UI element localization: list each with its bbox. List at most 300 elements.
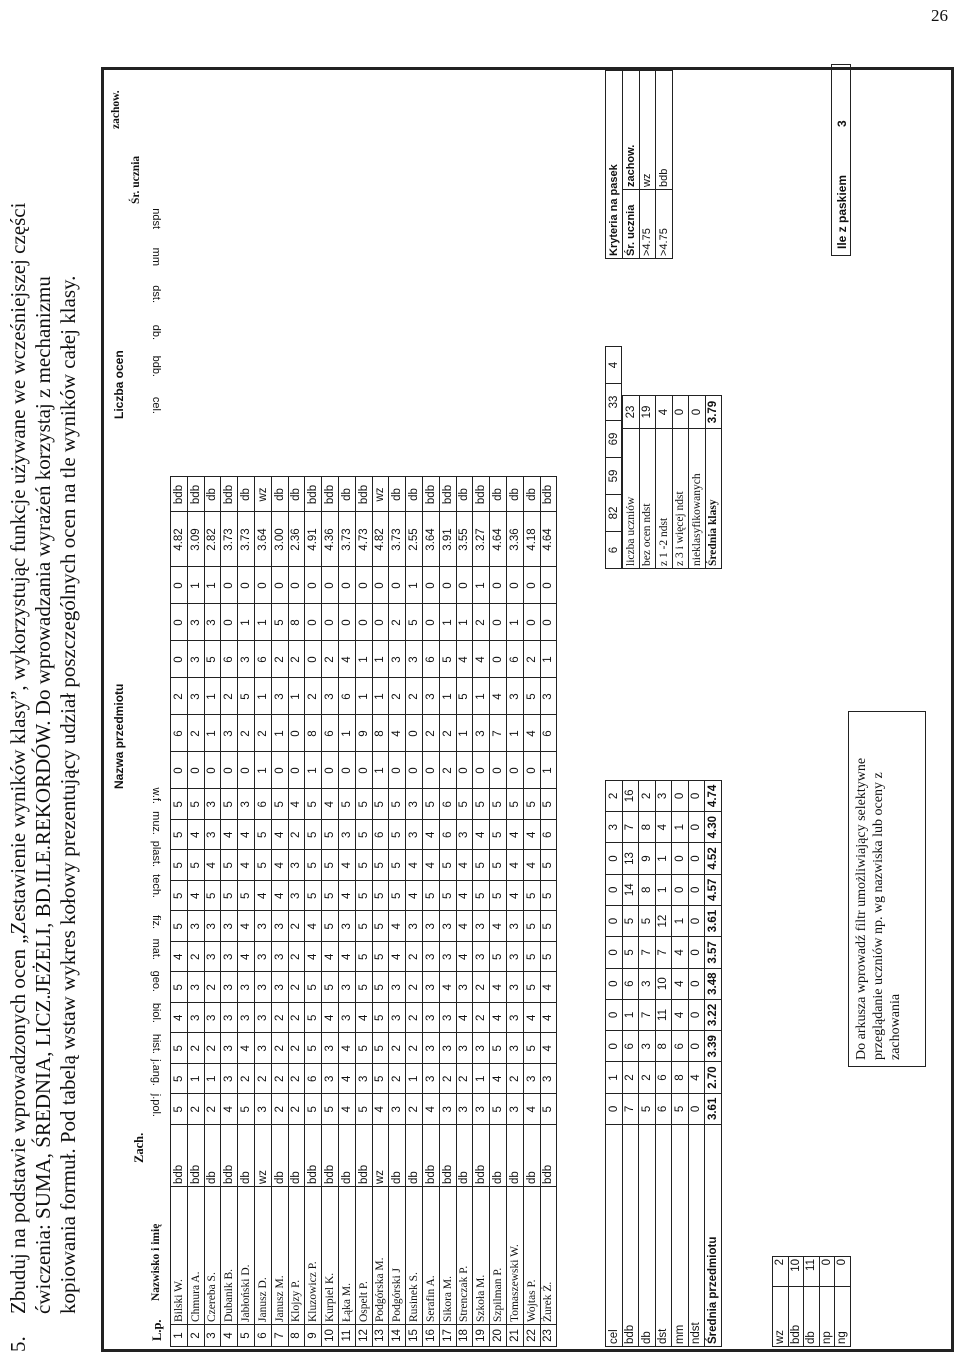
subject-grade: 3 [422,1003,439,1034]
subject-average-row [705,780,722,1346]
subject-grade: 5 [322,820,339,851]
summary-value: 0 [672,843,689,874]
summary-value: 0 [606,905,623,936]
stat-value: 0 [689,396,706,429]
subject-grade: 3 [439,942,456,973]
subject-grade: 2 [288,942,305,973]
summary-value: 8 [639,812,656,843]
subject-grade: 5 [171,1094,188,1125]
student-average: 2.55 [406,512,423,567]
row-number: 20 [490,1325,507,1347]
subject-header: j.ang. [150,1058,162,1086]
table-row [473,477,490,1347]
table-row [187,477,204,1347]
summary-value: 4 [655,812,672,843]
stat-label: z 3 i więcej ndst [672,429,689,569]
summary-row [672,780,689,1346]
subject-grade: 5 [171,820,188,851]
summary-row [639,780,656,1346]
grade-count: 1 [254,678,271,715]
subject-grade: 5 [473,850,490,881]
subject-average-value: 3.39 [705,1031,722,1062]
summary-row [688,780,705,1346]
grade-count: 6 [221,641,238,678]
subject-grade: 5 [305,972,322,1003]
subject-grade: 2 [288,1033,305,1064]
subject-grade: 4 [490,1064,507,1095]
grade-count: 0 [540,567,557,604]
subject-grade: 6 [305,1064,322,1095]
behavior-label: db [804,1287,820,1347]
row-number: 17 [439,1325,456,1347]
student-name: Bilski W. [171,1187,188,1325]
table-row [322,477,339,1347]
behavior-grade: bdb [305,477,322,512]
summary-value: 6 [655,1093,672,1124]
grade-count: 3 [406,641,423,678]
table-row [305,477,322,1347]
subject-grade: 1 [473,1064,490,1095]
subject-grade: 3 [540,1064,557,1095]
conduct-grade: bdb [473,1125,490,1187]
behavior-grade: db [389,477,406,512]
summary-value: 6 [655,1062,672,1093]
subject-grade: 5 [372,789,389,820]
row-number: 14 [389,1325,406,1347]
summary-label: mm [672,1125,689,1347]
subject-grade: 4 [187,820,204,851]
subject-grade: 5 [490,850,507,881]
students-table [170,477,557,1348]
grade-count: 0 [422,752,439,789]
behavior-grade: db [506,477,523,512]
subject-grade: 4 [221,820,238,851]
stat-label: liczba uczniów [623,429,640,569]
summary-value: 0 [606,937,623,968]
grade-count: 4 [338,641,355,678]
grade-count: 2 [288,641,305,678]
subject-grade: 3 [271,911,288,942]
conduct-grade: db [271,1125,288,1187]
subject-grade: 3 [204,942,221,973]
subject-grade: 5 [422,881,439,912]
subject-grade: 5 [506,789,523,820]
summary-value: 0 [606,1031,623,1062]
summary-value: 8 [655,1031,672,1062]
subject-header: plast. [150,840,162,867]
behavior-grade: wz [254,477,271,512]
subject-grade: 5 [540,881,557,912]
summary-value: 0 [688,968,705,999]
grade-count: 1 [540,752,557,789]
summary-value: 1 [622,999,639,1030]
student-average: 4.91 [305,512,322,567]
table-row [372,477,389,1347]
student-name: Czereba S. [204,1187,221,1325]
grade-count: 3 [187,641,204,678]
stat-row [672,396,689,569]
subject-grade: 6 [439,820,456,851]
subject-grade: 3 [238,1003,255,1034]
subject-grade: 4 [271,820,288,851]
student-name: Kluzowicz P. [305,1187,322,1325]
grade-count: 0 [171,641,188,678]
grade-count: 3 [473,715,490,752]
grade-count: 2 [406,678,423,715]
subject-grade: 2 [288,1094,305,1125]
subject-grade: 3 [221,911,238,942]
stat-row [656,396,673,569]
subject-grade: 3 [406,820,423,851]
grade-count: 0 [406,715,423,752]
summary-value: 12 [655,905,672,936]
subject-grade: 3 [204,911,221,942]
student-name: Wojtas P. [523,1187,540,1325]
subject-grade: 5 [171,1033,188,1064]
grade-count: 3 [389,641,406,678]
conduct-grade: bdb [221,1125,238,1187]
grade-count: 6 [254,641,271,678]
grade-count: 1 [254,752,271,789]
student-name: Serafin A. [422,1187,439,1325]
header-lp: L.p. [150,1319,164,1341]
subject-grade: 5 [305,1033,322,1064]
student-average: 3.73 [338,512,355,567]
grade-count: 0 [422,604,439,641]
student-name: Żurek Ż. [540,1187,557,1325]
behavior-grade: bdb [439,477,456,512]
criteria-head-row [622,71,639,259]
subject-grade: 5 [355,911,372,942]
subject-grade: 3 [506,972,523,1003]
subject-grade: 4 [288,789,305,820]
grade-count: 0 [439,567,456,604]
row-number: 21 [506,1325,523,1347]
grade-count: 1 [372,641,389,678]
grade-count: 0 [204,752,221,789]
subject-grade: 5 [372,1064,389,1095]
subject-grade: 2 [473,1003,490,1034]
subject-grade: 5 [355,1094,372,1125]
exercise-number: 5. [6,1336,30,1352]
subject-header: w.f. [150,787,162,804]
grade-count: 6 [338,678,355,715]
grade-count: 7 [490,715,507,752]
student-average: 4.18 [523,512,540,567]
conduct-grade: wz [254,1125,271,1187]
subject-grade: 2 [271,1033,288,1064]
grade-count: 0 [389,567,406,604]
subject-grade: 3 [187,911,204,942]
conduct-grade: db [288,1125,305,1187]
summary-value: 0 [606,999,623,1030]
grade-count: 0 [355,752,372,789]
subject-grade: 2 [238,1064,255,1095]
subject-grade: 5 [305,1094,322,1125]
grade-count: 6 [540,715,557,752]
subject-grade: 3 [271,972,288,1003]
subject-grade: 2 [456,1064,473,1095]
subject-grade: 4 [523,1003,540,1034]
student-average: 3.09 [187,512,204,567]
grade-count: 0 [490,567,507,604]
grade-count: 0 [372,567,389,604]
summary-value: 5 [639,905,656,936]
subject-grade: 4 [490,911,507,942]
student-average: 2.82 [204,512,221,567]
subject-grade: 4 [238,820,255,851]
student-average: 3.73 [389,512,406,567]
subject-grade: 3 [204,820,221,851]
subject-grade: 5 [305,850,322,881]
subject-average-value: 4.30 [705,812,722,843]
subject-header: geo. [150,970,162,992]
grade-count: 5 [238,678,255,715]
summary-value: 3 [639,1031,656,1062]
subject-grade: 5 [523,972,540,1003]
grade-count: 4 [490,678,507,715]
student-name: Szkoła M. [473,1187,490,1325]
stat-label: Średnia klasy [705,429,722,569]
grade-count: 0 [490,752,507,789]
subject-grade: 2 [288,1003,305,1034]
summary-value: 4 [688,1062,705,1093]
summary-row [655,780,672,1346]
subject-grade: 5 [473,881,490,912]
subject-grade: 5 [540,850,557,881]
grade-count: 3 [422,678,439,715]
subject-grade: 4 [338,942,355,973]
subject-grade: 5 [372,850,389,881]
grade-count: 0 [187,752,204,789]
summary-value: 0 [606,843,623,874]
subject-grade: 5 [422,789,439,820]
subject-grade: 3 [254,1033,271,1064]
count-header: dst. [150,285,162,303]
subject-header: muz. [150,811,162,836]
criteria-head-beh: zachow. [622,71,639,190]
subject-grade: 4 [271,850,288,881]
subject-grade: 3 [456,820,473,851]
grade-total: 4 [606,347,622,384]
row-number: 8 [288,1325,305,1347]
grade-count: 3 [221,715,238,752]
summary-value: 3 [639,968,656,999]
behavior-grade: bdb [540,477,557,512]
summary-value: 1 [655,843,672,874]
grade-count: 2 [187,715,204,752]
table-row [523,477,540,1347]
subject-grade: 5 [389,881,406,912]
summary-value: 16 [622,780,639,811]
subject-grade: 5 [540,942,557,973]
subject-grade: 5 [305,820,322,851]
student-average: 2.36 [288,512,305,567]
subject-grade: 6 [254,789,271,820]
grade-total: 69 [606,421,622,458]
student-average: 3.27 [473,512,490,567]
behavior-grade: bdb [322,477,339,512]
behavior-grade: bdb [187,477,204,512]
subject-grade: 5 [305,789,322,820]
grade-count: 5 [456,678,473,715]
header-subjects-group: Nazwa przedmiotu [112,683,126,789]
summary-value: 0 [688,937,705,968]
subject-grade: 5 [171,850,188,881]
conduct-grade: bdb [439,1125,456,1187]
student-name: Sikora M. [439,1187,456,1325]
summary-value: 2 [622,1062,639,1093]
grade-count: 2 [221,678,238,715]
grade-count: 0 [271,567,288,604]
behavior-row [773,1257,789,1347]
behavior-label: ng [835,1287,851,1347]
grade-count: 0 [523,604,540,641]
summary-value: 7 [655,937,672,968]
conduct-grade: db [406,1125,423,1187]
subject-header: j.pol. [150,1093,162,1117]
subject-grade: 5 [355,789,372,820]
student-name: Strenczak P. [456,1187,473,1325]
grade-count: 0 [288,715,305,752]
grade-count: 5 [271,604,288,641]
subject-grade: 5 [372,942,389,973]
summary-value: 0 [672,874,689,905]
table-row [389,477,406,1347]
summary-value: 3 [606,812,623,843]
behavior-grade: db [238,477,255,512]
subject-grade: 2 [389,1033,406,1064]
subject-grade: 3 [506,911,523,942]
grade-count: 0 [271,752,288,789]
summary-label: bdb [622,1125,639,1347]
stat-value: 0 [672,396,689,429]
summary-value: 0 [606,1093,623,1124]
table-row [439,477,456,1347]
subject-grade: 2 [271,1094,288,1125]
grade-count: 0 [322,604,339,641]
subject-grade: 5 [389,820,406,851]
subject-header: fiz. [150,915,162,930]
subject-grade: 3 [523,1064,540,1095]
subject-grade: 5 [355,850,372,881]
grade-total: 6 [606,532,622,569]
grade-count: 1 [355,641,372,678]
conduct-grade: wz [372,1125,389,1187]
subject-grade: 5 [473,789,490,820]
subject-grade: 4 [271,881,288,912]
table-row [338,477,355,1347]
subject-grade: 3 [254,972,271,1003]
subject-grade: 4 [506,820,523,851]
grade-count: 0 [221,752,238,789]
instruction-text [6,32,81,1314]
grade-count: 2 [322,641,339,678]
grade-count: 0 [171,604,188,641]
subject-grade: 5 [355,820,372,851]
grade-count: 3 [187,678,204,715]
grade-count: 9 [355,715,372,752]
count-header: db. [150,324,162,340]
subject-grade: 4 [338,881,355,912]
summary-value: 0 [606,874,623,905]
subject-grade: 5 [523,881,540,912]
subject-grade: 2 [204,1033,221,1064]
subject-grade: 5 [305,881,322,912]
subject-grade: 4 [238,911,255,942]
header-behavior: zachow. [110,90,122,129]
subject-grade: 3 [221,972,238,1003]
summary-label: dst [655,1125,672,1347]
subject-grade: 3 [389,1094,406,1125]
subject-grade: 3 [254,1094,271,1125]
row-number: 22 [523,1325,540,1347]
criteria-table [605,70,673,259]
student-average: 4.64 [490,512,507,567]
subject-grade: 4 [523,850,540,881]
grade-count: 6 [171,715,188,752]
subject-grade: 2 [406,972,423,1003]
summary-value: 2 [639,780,656,811]
subject-grade: 5 [171,789,188,820]
row-number: 13 [372,1325,389,1347]
subject-grade: 4 [372,1094,389,1125]
subject-grade: 5 [490,1094,507,1125]
grade-count: 2 [171,678,188,715]
subject-average-value: 3.22 [705,999,722,1030]
grade-count: 0 [171,567,188,604]
subject-grade: 4 [523,820,540,851]
student-name: Podgórska M. [372,1187,389,1325]
summary-value: 6 [672,1031,689,1062]
stat-value: 3.79 [705,396,722,429]
grade-count: 1 [338,715,355,752]
row-number: 12 [355,1325,372,1347]
behavior-grade: bdb [473,477,490,512]
grade-count: 2 [254,715,271,752]
subject-grade: 2 [406,1033,423,1064]
row-number: 1 [171,1325,188,1347]
count-header: ndst [150,208,162,229]
conduct-grade: bdb [171,1125,188,1187]
row-number: 2 [187,1325,204,1347]
subject-grade: 4 [338,1094,355,1125]
conduct-grade: db [506,1125,523,1187]
student-name: Jabłoński D. [238,1187,255,1325]
grade-count: 0 [288,567,305,604]
student-name: Janusz D. [254,1187,271,1325]
criteria-avg: >4.75 [656,190,673,259]
student-name: Dubanik B. [221,1187,238,1325]
subject-grade: 5 [389,850,406,881]
subject-grade: 3 [254,1003,271,1034]
grade-count: 0 [338,752,355,789]
behavior-label: np [819,1287,835,1347]
grade-count: 2 [439,752,456,789]
subject-grade: 4 [238,850,255,881]
subject-grade: 4 [523,1094,540,1125]
subject-grade: 3 [288,881,305,912]
grade-count: 1 [506,715,523,752]
subject-grade: 5 [540,911,557,942]
count-header: cel. [150,396,162,414]
criteria-row [639,71,656,259]
subject-grade: 3 [506,1094,523,1125]
student-name: Rusinek S. [406,1187,423,1325]
grade-count: 2 [523,641,540,678]
grade-count: 6 [506,641,523,678]
conduct-grade: db [490,1125,507,1187]
